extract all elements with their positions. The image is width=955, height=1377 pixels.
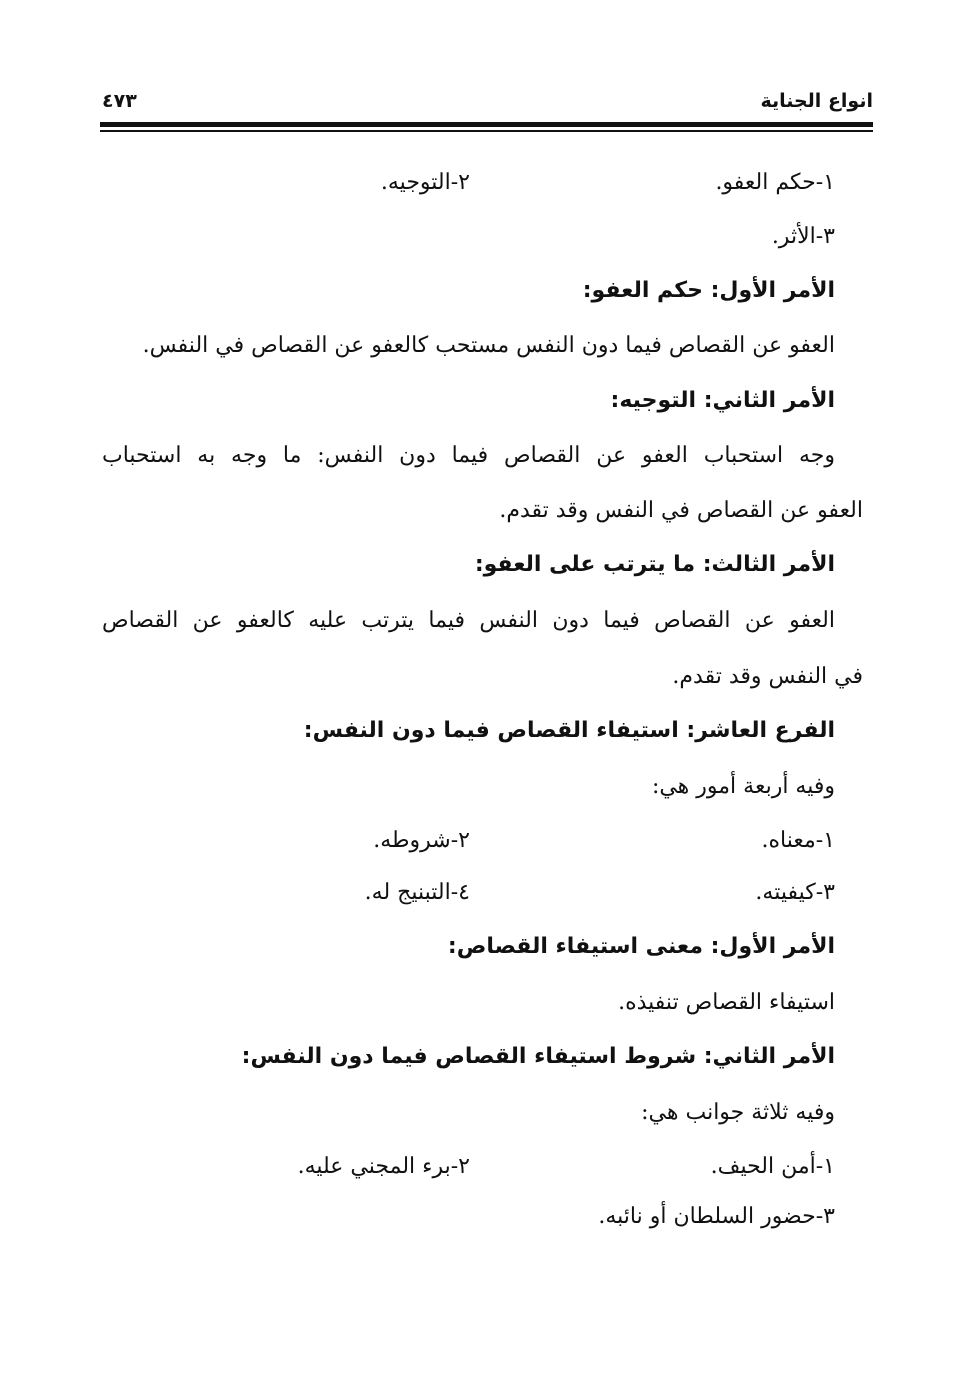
paragraph-line: وفيه أربعة أمور هي: (651, 774, 835, 799)
section-heading: الأمر الأول: حكم العفو: (582, 278, 835, 303)
list-item: ١-أمن الحيف. (710, 1154, 835, 1179)
list-item: ٢-برء المجني عليه. (297, 1154, 470, 1179)
section-heading: الأمر الثاني: التوجيه: (610, 388, 835, 413)
paragraph-line: العفو عن القصاص فيما دون النفس فيما يترتب عليه كالعفو عن القصاص (102, 608, 835, 633)
section-heading: الأمر الثاني: شروط استيفاء القصاص فيما دون النفس: (241, 1044, 835, 1069)
header-rule-thin (100, 130, 873, 132)
paragraph-line: في النفس وقد تقدم. (672, 664, 863, 689)
list-item: ١-حكم العفو. (715, 170, 835, 195)
paragraph-line: العفو عن القصاص فيما دون النفس مستحب كالعفو عن القصاص في النفس. (142, 333, 835, 358)
list-item: ٤-التبنيج له. (364, 880, 470, 905)
page-number: ٤٧٣ (102, 90, 137, 112)
paragraph-line: استيفاء القصاص تنفيذه. (618, 990, 835, 1015)
list-item: ١-معناه. (761, 828, 835, 853)
paragraph-line: العفو عن القصاص في النفس وقد تقدم. (499, 498, 863, 523)
section-heading: الأمر الأول: معنى استيفاء القصاص: (447, 934, 835, 959)
list-item: ٢-التوجيه. (380, 170, 470, 195)
list-item: ٢-شروطه. (373, 828, 470, 853)
list-item: ٣-كيفيته. (755, 880, 835, 905)
section-heading: الأمر الثالث: ما يترتب على العفو: (474, 552, 835, 577)
branch-heading: الفرع العاشر: استيفاء القصاص فيما دون النفس: (303, 718, 835, 743)
paragraph-line: وجه استحباب العفو عن القصاص فيما دون النفس: ما وجه به استحباب (102, 443, 835, 468)
list-item: ٣-الأثر. (771, 224, 835, 249)
running-title: انواع الجناية (760, 90, 873, 112)
list-item: ٣-حضور السلطان أو نائبه. (598, 1204, 835, 1229)
page-header (100, 88, 873, 118)
header-rule-thick (100, 122, 873, 127)
paragraph-line: وفيه ثلاثة جوانب هي: (641, 1100, 835, 1125)
